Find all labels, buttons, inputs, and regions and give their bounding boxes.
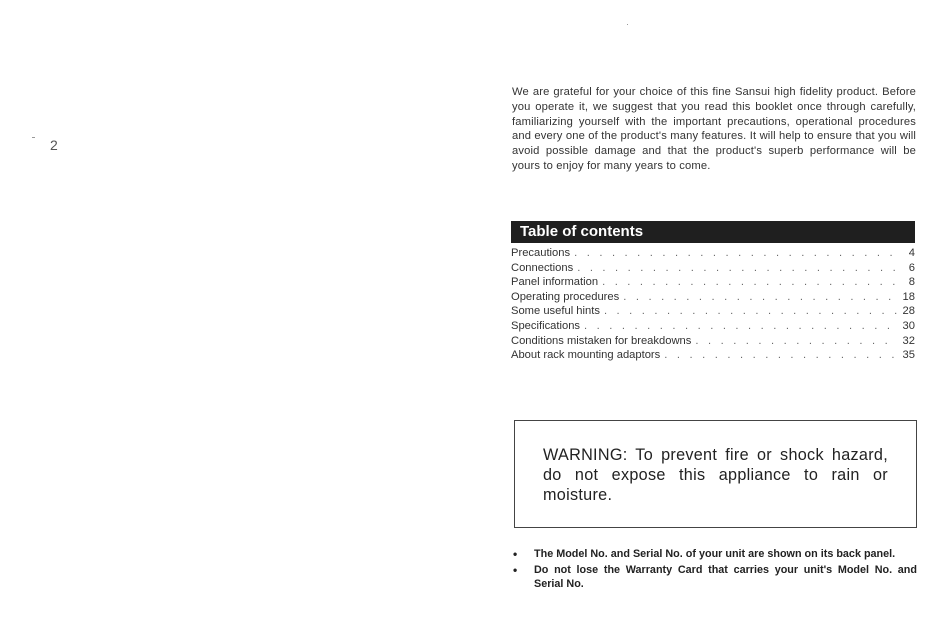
toc-item-label: Conditions mistaken for breakdowns (511, 334, 692, 347)
toc-item-page: 6 (908, 261, 915, 274)
toc-item-page: 32 (902, 334, 915, 347)
scan-speck (32, 137, 35, 138)
list-item (511, 563, 917, 592)
warning-box (514, 420, 917, 528)
toc-item-label: Precautions (511, 247, 571, 259)
toc-title: Table of contents (511, 221, 915, 243)
toc-item-page: 28 (902, 305, 915, 318)
toc-item-page: 35 (902, 349, 915, 362)
toc-item (511, 261, 915, 276)
page-number: 2 (50, 137, 58, 153)
note-text: The Model No. and Serial No. of your unit are shown on its back panel. (534, 548, 896, 560)
toc-item (511, 304, 915, 319)
toc-item-label: Some useful hints (511, 305, 600, 318)
toc-item-label: Connections (511, 261, 574, 274)
toc-item-page: 30 (902, 319, 915, 332)
toc-item-label: Operating procedures (511, 290, 620, 303)
toc-leader-dots (584, 319, 897, 334)
toc-item-page: 4 (908, 247, 915, 259)
toc-item (511, 275, 915, 290)
scan-speck (627, 24, 628, 25)
toc-item (511, 348, 915, 363)
notes-list (511, 547, 917, 593)
toc-item (511, 246, 915, 261)
toc-leader-dots (623, 290, 897, 305)
toc-item (511, 290, 915, 305)
toc-item-page: 8 (908, 276, 915, 289)
toc-leader-dots (574, 246, 897, 261)
toc-leader-dots (602, 275, 897, 290)
list-item (511, 547, 917, 562)
table-of-contents (511, 246, 915, 363)
intro-paragraph: We are grateful for your choice of this fine Sansui high fidelity product. Before you operate it, we suggest that you read this booklet once through carefully, familiarizing yourself with the important precautions, operational procedures and every one of the product's many features. It will help to ensure that you will avoid possible damage and that the product's superb performance will be yours to enjoy for many years to come. (512, 86, 916, 172)
toc-item (511, 319, 915, 334)
note-text: Do not lose the Warranty Card that carries your unit's Model No. and Serial No. (534, 563, 917, 590)
toc-leader-dots (664, 348, 897, 363)
toc-item-page: 18 (902, 290, 915, 303)
toc-item (511, 334, 915, 349)
bullet-icon: • (513, 562, 518, 577)
warning-text: WARNING: To prevent fire or shock hazard, do not expose this appliance to rain or moisture. (543, 446, 888, 504)
bullet-icon: • (513, 547, 518, 561)
toc-leader-dots (695, 334, 897, 349)
toc-leader-dots (604, 304, 897, 319)
toc-item-label: Panel information (511, 276, 599, 289)
toc-leader-dots (577, 261, 897, 276)
toc-item-label: Specifications (511, 319, 581, 332)
toc-item-label: About rack mounting adaptors (511, 349, 661, 362)
